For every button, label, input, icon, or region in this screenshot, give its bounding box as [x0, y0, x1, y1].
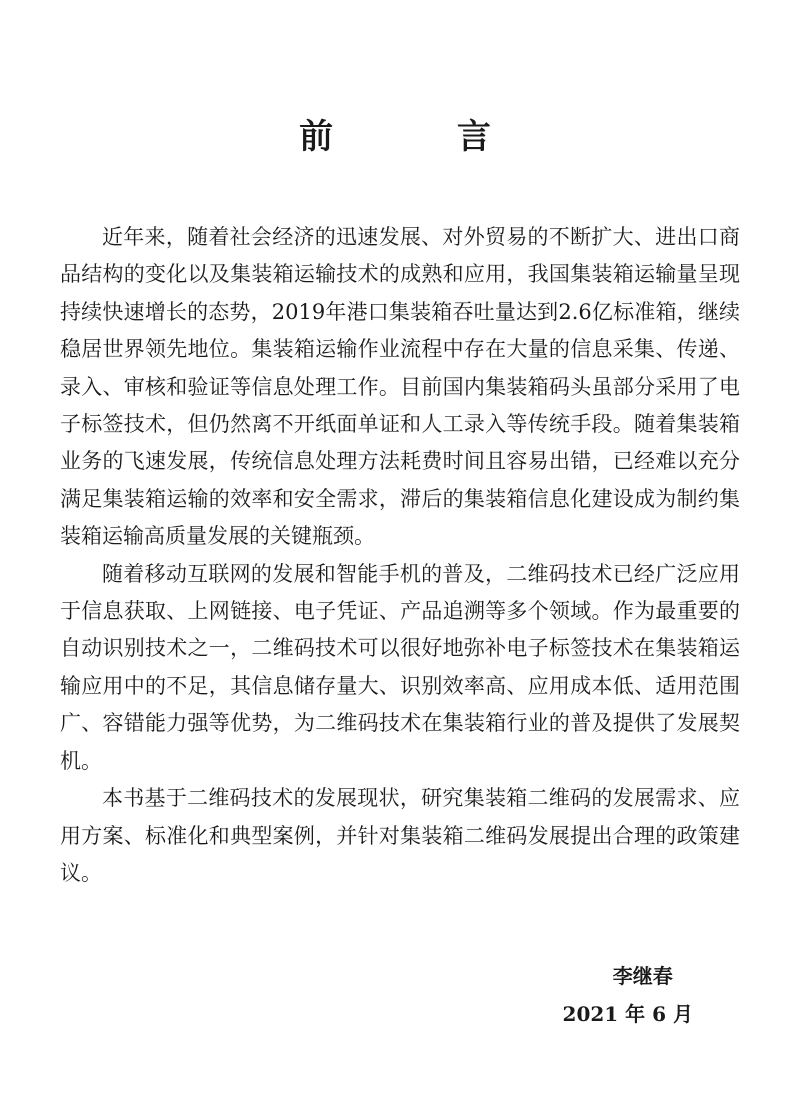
preface-body — [60, 219, 740, 892]
author-name: 李继春 — [612, 964, 673, 988]
page-title: 前 言 — [299, 117, 547, 157]
paragraph-3: 本书基于二维码技术的发展现状，研究集装箱二维码的发展需求、应用方案、标准化和典型案例，并针对集装箱二维码发展提出合理的政策建议。 — [60, 786, 740, 885]
paragraph-2: 随着移动互联网的发展和智能手机的普及，二维码技术已经广泛应用于信息获取、上网链接、电子凭证、产品追溯等多个领域。作为最重要的自动识别技术之一，二维码技术可以很好地弥补电子标签技术在集装箱运输应用中的不足，其信息储存量大、识别效率高、应用成本低、适用范围广、容错能力强等优势，为二维码技术在集装箱行业的普及提供了发展契机。 — [60, 561, 740, 773]
signature-date: 2021 年 6 月 — [562, 1002, 693, 1026]
paragraph-1: 近年来，随着社会经济的迅速发展、对外贸易的不断扩大、进出口商品结构的变化以及集装箱运输技术的成熟和应用，我国集装箱运输量呈现持续快速增长的态势，2019年港口集装箱吞吐量达到2.6亿标准箱，继续稳居世界领先地位。集装箱运输作业流程中存在大量的信息采集、传递、录入、审核和验证等信息处理工作。目前国内集装箱码头虽部分采用了电子标签技术，但仍然离不开纸面单证和人工录入等传统手段。随着集装箱业务的飞速发展，传统信息处理方法耗费时间且容易出错，已经难以充分满足集装箱运输的效率和安全需求，滞后的集装箱信息化建设成为制约集装箱运输高质量发展的关键瓶颈。 — [60, 225, 740, 549]
signature-block — [563, 958, 693, 1032]
